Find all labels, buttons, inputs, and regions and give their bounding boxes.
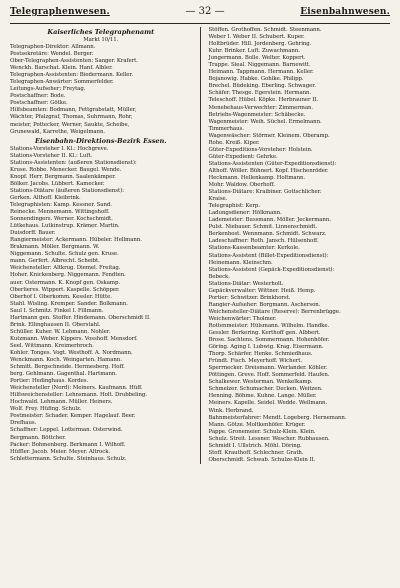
text-line: Heimann. Tappmann. Hermann. Keller. bbox=[208, 69, 314, 76]
text-line: Rottenmeister: Hülsmann. Wilhelm. Handke. bbox=[208, 322, 330, 329]
text-line: Schmitt. Bergschneide. Hermesberg. Hoff. bbox=[10, 364, 125, 371]
text-line: Schmelzer. Schumacher. Decken. Weitzen. bbox=[208, 386, 323, 393]
text-line: Wächter, Pfalzgraf, Thomas, Suhrmann, Rohr, bbox=[10, 114, 133, 121]
text-line: Stations-Assistenten: (außeren Stationsdienst): bbox=[10, 159, 137, 166]
text-line: Stations-Kassenbeamter: Kerkole. bbox=[208, 245, 300, 252]
text-line: Reinecke. Mennemann. Wittingshoff. bbox=[10, 209, 110, 216]
text-line: Meiners. Kapelle. Seidel. Wedde. Wellmann. bbox=[208, 400, 328, 407]
text-line: Heckmann. Hellenkamp. Holtmann. bbox=[208, 174, 306, 181]
text-line: Wink. Herbrand. bbox=[208, 407, 254, 414]
text-line: Grunewald, Karrethe, Weigelmann. bbox=[10, 128, 106, 135]
text-line: Packer: Bohmenberg. Berkmann I. Wilhoff. bbox=[10, 441, 126, 448]
text-line: Schulz. Streit. Lessner. Wescher. Rubhausen. bbox=[208, 435, 330, 442]
text-line: Hochwald. Lehmann. Müller. Heiners. bbox=[10, 399, 113, 406]
text-line: Postmeister: Schader. Kemper. Hagelauf. Beer. bbox=[10, 413, 136, 420]
section-title-telegraph-office: Kaiserliches Telegraphenamt bbox=[47, 28, 155, 36]
text-line: Rangiermeister: Ackermann. Hübeler. Hellmann. bbox=[10, 237, 142, 244]
text-line: Pulst. Niebauer. Schmit. Linnenschmidt. bbox=[208, 224, 318, 231]
text-line: Brose. Sachtens. Sommermann. Hohenhöfer. bbox=[208, 337, 330, 344]
text-line: Schäfer. Thesge. Egerstein. Hermann. bbox=[208, 90, 312, 97]
right-header-title: Eisenbahnwesen. bbox=[300, 7, 390, 17]
text-line: Kohler. Tonges. Vogt. Westhoff. A. Nordmann. bbox=[10, 349, 133, 356]
text-line: Seel. Wittmann. Kreimerbroch. bbox=[10, 342, 94, 349]
text-line: Bojanowig. Habke. Gohlke. Philipp. bbox=[208, 76, 304, 83]
text-line: Wagenwäscher: Störmer. Kleinem. Oberamp. bbox=[208, 132, 330, 139]
text-line: Gessler. Berkering. Kerthoff gen. Albbert. bbox=[208, 330, 321, 337]
text-line: Güter-Expedient: Gehrke. bbox=[208, 153, 278, 160]
text-line: Stations-Diätare: Kraibiner. Gottschlicher. bbox=[208, 189, 322, 196]
text-line: Mann. Götze. Moltkenhöfer. Krüger. bbox=[208, 421, 306, 428]
left-header-title: Telegraphenwesen. bbox=[10, 7, 110, 17]
header-rule bbox=[10, 23, 390, 24]
text-line: Weichensteller: Altkrug. Diemel. Freitag. bbox=[10, 265, 121, 272]
text-line: Schlettermann. Schulte. Steinhaus. Schulz. bbox=[10, 455, 127, 462]
text-line: Oberhof I. Oberkomm. Kessler. Hütte. bbox=[10, 293, 112, 300]
text-line: Schmidt I. Ullstrich. Möhl. Döring. bbox=[208, 442, 302, 449]
text-line: Hartmann gen. Stoffer. Hindemann. Oberschmidt II. bbox=[10, 314, 151, 321]
text-line: Stations-Assistent (Billet-Expeditionsdienst): bbox=[208, 252, 329, 259]
text-line: meister, Pottecker, Werner, Saukte, Scheibe, bbox=[10, 121, 130, 128]
page-number: — 32 — bbox=[185, 6, 225, 17]
text-line: Fründt. Fisch. Meyerhoff. Wichert. bbox=[208, 358, 303, 365]
text-line: Hilfsbeamten: Bodmann, Fettgrabstatt, Müller, bbox=[10, 107, 137, 114]
railway-staff-list bbox=[10, 146, 192, 463]
text-line: Drefhaus. bbox=[10, 420, 37, 427]
text-line: Rohe. Kreiß. Kiper. bbox=[208, 139, 260, 146]
text-line: Althoff. Wöller. Bühnert. Kopf. Hischenröder. bbox=[208, 167, 329, 174]
text-line: Kraise. bbox=[208, 196, 228, 203]
text-line: Bahnmeisterfahrer: Mendt. Logeberg. Hernemann. bbox=[208, 414, 347, 421]
text-line: Kutzmann. Weber. Kippers. Vosshoff. Mensdorf. bbox=[10, 335, 138, 342]
text-line: Ober-Telegraphen-Assistenten: Sanger. Krafert. bbox=[10, 58, 138, 65]
text-line: Teleschoff. Hübel. Köpke. Herbrauner II. bbox=[208, 97, 319, 104]
text-line: Telegraphen-Assistenten: Biedermann. Keller. bbox=[10, 72, 134, 79]
text-line: Hilfsweichensteller: Lehnsmann. Holt. Drubbeling. bbox=[10, 392, 147, 399]
text-line: Berkenhost. Wennmann. Schmidt. Schwarz. bbox=[208, 231, 327, 238]
text-line: Weichensteller (Nord): Meiners. Kaufmann. Hüff. bbox=[10, 385, 143, 392]
text-line: Telegraphen-Anwärter: Sommerfelder. bbox=[10, 79, 114, 86]
text-line: auer. Ostermann. K. Knopf gen. Oskamp. bbox=[10, 279, 121, 286]
text-line: Gerken. Althoff. Kleibrink. bbox=[10, 194, 81, 201]
text-line: Pappe. Gronemeier. Schulz-Klein. Klein. bbox=[208, 428, 316, 435]
text-line: Schalkewer. Westerman. Wenkelkamp. bbox=[208, 379, 313, 386]
text-line: Saul I. Schmitz. Finkel I. Fillmann. bbox=[10, 307, 104, 314]
text-line: Wolf. Frey. Hüfing. Schulz. bbox=[10, 406, 82, 413]
text-line: berg. Gehlmann. Gagenthal. Hartmann. bbox=[10, 371, 117, 378]
text-line: Sonnendingers. Werner. Kochschmidt. bbox=[10, 216, 113, 223]
text-line: Bergmann. Böttcher. bbox=[10, 434, 66, 441]
text-line: Betriebs-Wagenmeister: Schäbecke. bbox=[208, 111, 306, 118]
section-title-railway-district: Eisenbahn-Direktions-Bezirk Essen. bbox=[35, 136, 167, 145]
telegraph-staff-list bbox=[10, 44, 192, 136]
text-line: Stoff. Krauthoff. Schlechner. Grath. bbox=[208, 449, 304, 456]
text-line: Lütkehaus. Lutkinstrup. Krämer. Martin. bbox=[10, 223, 120, 230]
text-line: Menebehaus-Verwechter: Zimmerman. bbox=[208, 104, 314, 111]
text-line: Weichenwärter: Tholmer. bbox=[208, 315, 277, 322]
text-line: Bebeck. bbox=[208, 273, 230, 280]
text-line: Hoher. Knickenberg. Niggemann. Fendten. bbox=[10, 272, 126, 279]
text-line: Stations-Vorsteher II. Kl.: Luft. bbox=[10, 152, 93, 159]
two-column-body bbox=[10, 27, 390, 464]
text-line: Portier: Schwitzer. Brinkhorst. bbox=[208, 294, 291, 301]
text-line: Telegraphen-Direktor: Allmann. bbox=[10, 44, 96, 50]
text-line: Weber I. Weber II. Schubert. Kuper. bbox=[208, 34, 305, 41]
text-line: Göring. Aging I. Lubwig. Krag. Eisermann. bbox=[208, 344, 324, 351]
text-line: Bölker. Jacobs. Lübbert. Kamecker. bbox=[10, 180, 105, 187]
text-line: Pöttingen. Greve. Hoff. Sommerfeld. Haufen. bbox=[208, 372, 330, 379]
text-line: Stations-Diätar: Westerholt. bbox=[208, 280, 284, 287]
text-line: Telegraphisten: Kamp. Kessner. Sand. bbox=[10, 201, 112, 208]
text-line: Gepäckverwalter: Wittner. Heiß. Hemp. bbox=[208, 287, 316, 294]
text-line: Stations-Vorsteher I. Kl.: Hochgreve. bbox=[10, 145, 109, 152]
text-line: Rangier-Aufseher: Borgmann. Ascherson. bbox=[208, 301, 321, 308]
page-header bbox=[10, 6, 390, 20]
text-line: Timmerhaus. bbox=[208, 125, 244, 132]
text-line: Stations-Diätare (äußeren Stationsdienst): bbox=[10, 187, 124, 194]
text-line: Trappe. Sieal. Niggemann. Barnewitt. bbox=[208, 62, 311, 69]
text-line: Wagenmeister: Weih. Süchel. Ermelmann. bbox=[208, 118, 322, 125]
text-line: Lademeister: Bussmann. Möller. Jeckermann. bbox=[208, 217, 331, 224]
text-line: Schaffner: Leppel. Lotterman. Osterwind. bbox=[10, 427, 123, 434]
text-line: Sperrnecker. Dreismann. Werlander. Köhler. bbox=[208, 365, 328, 372]
text-line: Portier: Hedinghaus. Kordes. bbox=[10, 378, 89, 385]
text-line: Jungermann. Bolle. Welter. Koppert. bbox=[208, 55, 306, 62]
text-line: Oberschmidt. Schwab. Schulze-Klein II. bbox=[208, 456, 316, 463]
text-line: Telegraphist: Kerp. bbox=[208, 203, 260, 210]
text-line: Kuhr. Brinker. Luft. Zuwachmann. bbox=[208, 48, 300, 55]
text-line: Heinemann. Kleinschm. bbox=[208, 259, 273, 266]
text-line: Stahl. Wisling. Kremper. Sander. Bolkmann. bbox=[10, 300, 128, 307]
text-line: Ladeschaffner: Roth. Jansch. Hülsenhoff. bbox=[208, 238, 319, 245]
text-line: Stations-Assistenten (Güter-Expeditionsdienst): bbox=[208, 160, 337, 167]
right-column bbox=[208, 27, 390, 464]
text-line: Thorp. Schärfer. Henke. Schmiedhaus. bbox=[208, 351, 313, 358]
text-line: Güter-Expeditions-Vorsteher: Holstein. bbox=[208, 146, 313, 153]
text-line: Wenckmann. Koch. Weingarten. Hamann. bbox=[10, 357, 122, 364]
text-line: Ladungsdiener: Hölkmann. bbox=[208, 210, 282, 217]
text-line: Postschaffner: Bode. bbox=[10, 93, 66, 100]
text-line: Hüffler. Jacob. Meier. Meyer. Altrock. bbox=[10, 448, 111, 455]
text-line: Brechel. Büdeking. Eberling. Schwager. bbox=[208, 83, 316, 90]
text-line: Kruse. Robbe. Menecker. Baugel. Wende. bbox=[10, 166, 122, 173]
text-line: Wenckh. Barschat. Klein. Hanf. Albler. bbox=[10, 65, 113, 72]
text-line: Oberlieres. Wippert. Kaspelle. Schöpper. bbox=[10, 286, 120, 293]
section-address: Markt 10/11. bbox=[83, 37, 119, 43]
column-divider bbox=[200, 27, 201, 464]
text-line: Leitungs-Aufseher: Freytag. bbox=[10, 86, 86, 93]
text-line: Brakmann. Möller. Bergmann. W. bbox=[10, 244, 100, 251]
text-line: Mohr. Waldow. Oberhoff. bbox=[208, 182, 275, 189]
text-line: Stations-Assistent (Gepäck-Expeditionsdienst): bbox=[208, 266, 335, 273]
text-line: Stöffen. Grothoffen. Schmidt. Steenmann. bbox=[208, 27, 322, 33]
text-line: Knopf. Herr. Bergmann. Saalenkämper. bbox=[10, 173, 116, 180]
text-line: Duisdorff. Bauer. bbox=[10, 230, 56, 237]
text-line: Weichensteller-Diätare (Reserve): Berrenbrügge. bbox=[208, 308, 341, 315]
text-line: mann. Gerfert. Albrecht. Scheibt. bbox=[10, 258, 100, 265]
text-line: Postsekretäre: Wendel. Berger. bbox=[10, 51, 94, 58]
text-line: Schüller. Kuher. W. Lehmann. Nohler. bbox=[10, 328, 111, 335]
text-line: Henning. Böhme. Kuhne. Lange. Müller. bbox=[208, 393, 317, 400]
railway-staff-list-continued bbox=[208, 27, 390, 464]
left-column bbox=[10, 27, 192, 464]
text-line: Postschaffner: Götke. bbox=[10, 100, 68, 107]
text-line: Holtbrüder. Hill. Jordenberg. Gehring. bbox=[208, 41, 312, 48]
text-line: Niggemann. Schulte. Schulz gen. Kruse. bbox=[10, 251, 119, 258]
text-line: Brink. Ellinghausen II. Oberstahl. bbox=[10, 321, 101, 328]
